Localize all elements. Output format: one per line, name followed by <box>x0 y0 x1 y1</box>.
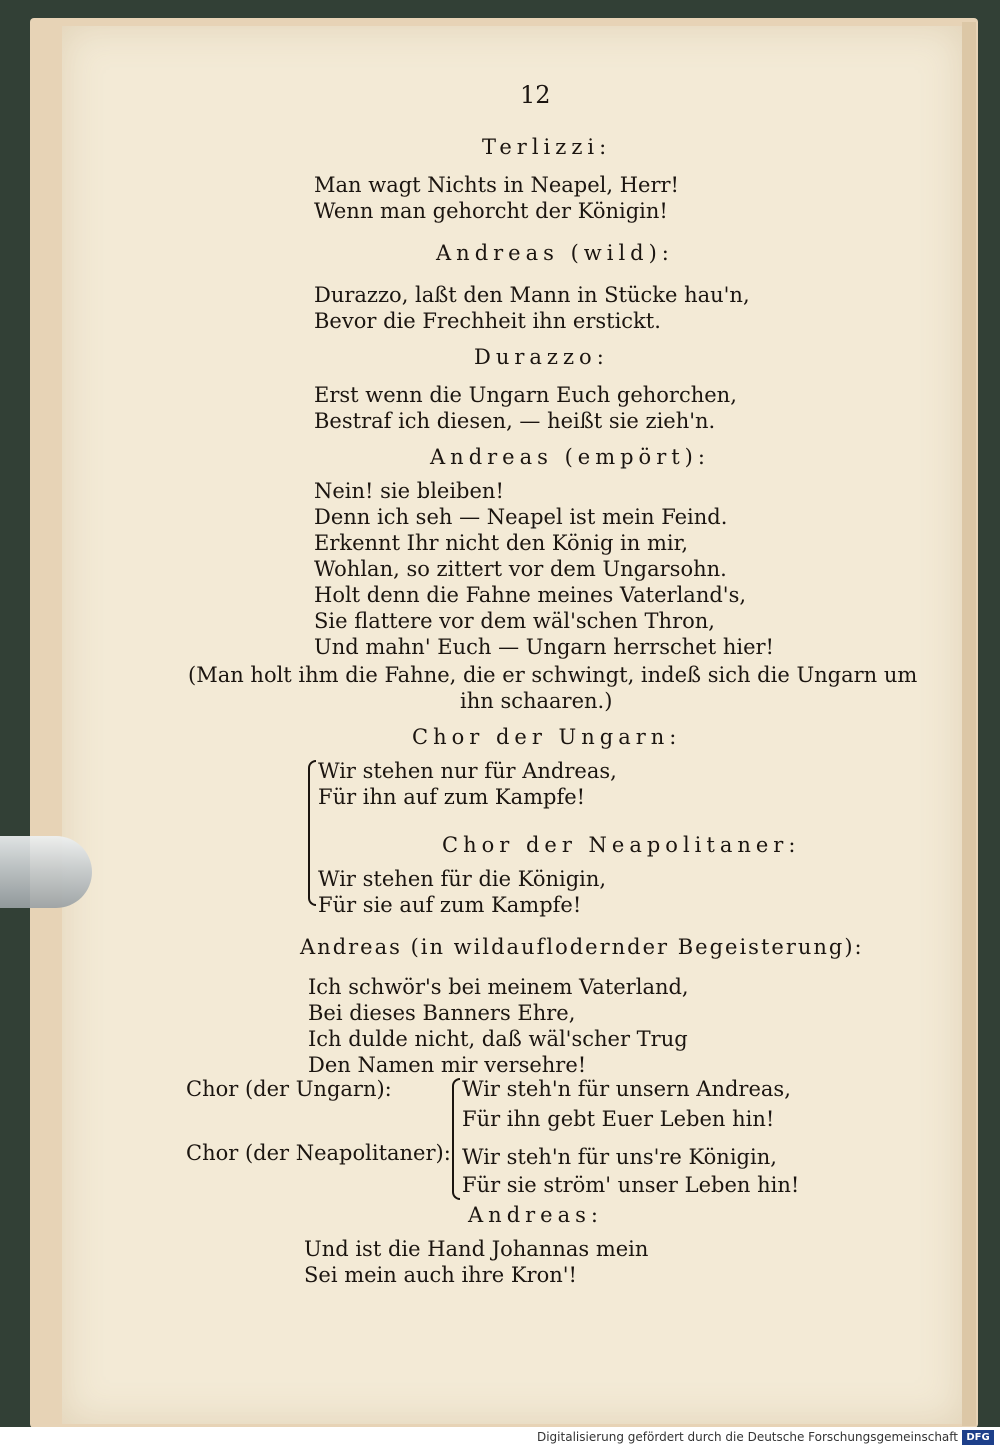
verse-line: Für sie auf zum Kampfe! <box>318 893 582 917</box>
verse-line: Wir stehen nur für Andreas, <box>318 759 617 783</box>
verse-line: Und ist die Hand Johannas mein <box>304 1237 649 1261</box>
verse-line: Ich schwör's bei meinem Vaterland, <box>308 975 689 999</box>
speaker-andreas: Andreas: <box>468 1203 603 1227</box>
page-number: 12 <box>520 81 551 109</box>
verse-line: Sie flattere vor dem wäl'schen Thron, <box>314 609 715 633</box>
verse-line: Sei mein auch ihre Kron'! <box>304 1263 577 1287</box>
stage-direction: (Man holt ihm die Fahne, die er schwingt, indeß sich die Ungarn um <box>188 663 918 687</box>
verse-line: Bestraf ich diesen, — heißt sie zieh'n. <box>314 409 716 433</box>
verse-line: Den Namen mir versehre! <box>308 1053 587 1077</box>
verse-line: Wohlan, so zittert vor dem Ungarsohn. <box>314 557 727 581</box>
speaker-terlizzi: Terlizzi: <box>482 135 612 159</box>
speaker-chorus-neapolitans: Chor (der Neapolitaner): <box>186 1141 451 1165</box>
verse-line: Wir steh'n für unsern Andreas, <box>462 1077 791 1101</box>
verse-line: Denn ich seh — Neapel ist mein Feind. <box>314 505 728 529</box>
next-page-edge <box>962 22 976 1426</box>
speaker-chorus-neapolitans: Chor der Neapolitaner: <box>442 833 801 857</box>
speaker-chorus-hungarians: Chor (der Ungarn): <box>186 1077 392 1101</box>
verse-line: Durazzo, laßt den Mann in Stücke hau'n, <box>314 283 750 307</box>
stage-direction: ihn schaaren.) <box>460 689 613 713</box>
dfg-logo: DFG <box>962 1430 994 1445</box>
speaker-andreas: Andreas (in wildauflodernder Begeisterung): <box>300 935 864 959</box>
speaker-chorus-hungarians: Chor der Ungarn: <box>412 725 682 749</box>
verse-line: Ich dulde nicht, daß wäl'scher Trug <box>308 1027 688 1051</box>
speaker-andreas: Andreas (empört): <box>430 445 710 469</box>
verse-line: Nein! sie bleiben! <box>314 479 504 503</box>
chorus-brace <box>308 760 316 906</box>
glass-page-clip <box>0 836 92 908</box>
verse-line: Erkennt Ihr nicht den König in mir, <box>314 531 689 555</box>
verse-line: Für ihn gebt Euer Leben hin! <box>462 1107 775 1131</box>
verse-line: Bevor die Frechheit ihn erstickt. <box>314 309 661 333</box>
speaker-andreas: Andreas (wild): <box>436 241 674 265</box>
footer-text: Digitalisierung gefördert durch die Deutsche Forschungsgemeinschaft <box>536 1430 958 1444</box>
verse-line: Für sie ström' unser Leben hin! <box>462 1173 800 1197</box>
verse-line: Holt denn die Fahne meines Vaterland's, <box>314 583 747 607</box>
verse-line: Wir stehen für die Königin, <box>318 867 607 891</box>
footer-bar <box>0 1427 1000 1448</box>
verse-line: Und mahn' Euch — Ungarn herrschet hier! <box>314 635 774 659</box>
speaker-durazzo: Durazzo: <box>474 345 609 369</box>
verse-line: Wir steh'n für uns're Königin, <box>462 1145 777 1169</box>
book-page <box>62 26 962 1424</box>
verse-line: Erst wenn die Ungarn Euch gehorchen, <box>314 383 737 407</box>
verse-line: Bei dieses Banners Ehre, <box>308 1001 576 1025</box>
verse-line: Für ihn auf zum Kampfe! <box>318 785 586 809</box>
chorus-brace <box>452 1078 460 1200</box>
verse-line: Man wagt Nichts in Neapel, Herr! <box>314 173 679 197</box>
verse-line: Wenn man gehorcht der Königin! <box>314 199 668 223</box>
